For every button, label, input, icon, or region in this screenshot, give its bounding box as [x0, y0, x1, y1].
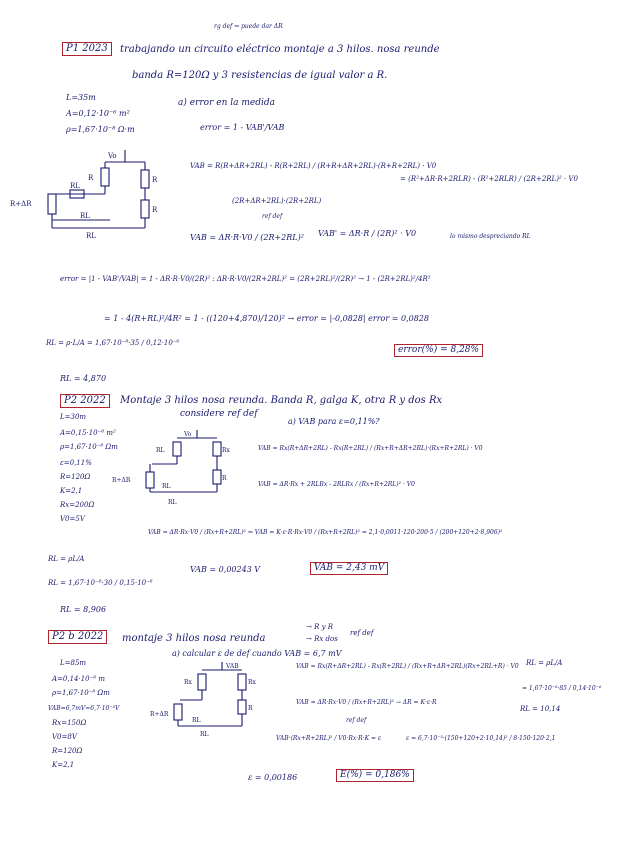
problem-1-statement-2: banda R=120Ω y 3 resistencias de igual valor a R.: [132, 70, 388, 81]
svg-text:Rx: Rx: [184, 679, 192, 686]
p1-part-a: a) error en la medida: [178, 98, 275, 108]
p3-vab-step-1: VAB = Rx(R+ΔR+2RL) - Rx(R+2RL) / (Rx+R+ΔR+2RL)(Rx+2RL+R) · V0: [296, 663, 519, 670]
p2-vab-step-2: VAB = ΔR·Rx + 2RLRx - 2RLRx / (Rx+R+2RL)² · V0: [258, 481, 415, 488]
p1-data-length: L=35m: [66, 93, 96, 102]
svg-text:RL: RL: [156, 447, 165, 454]
svg-text:VAB: VAB: [226, 663, 239, 670]
p3-data-length: L=85m: [60, 659, 87, 667]
p1-error-def: error = 1 - VAB'/VAB: [200, 123, 285, 132]
svg-text:RL: RL: [192, 717, 201, 724]
p2-bridge-circuit: [112, 428, 228, 508]
p3-eps-step-1: VAB·(Rx+R+2RL)² / V0·Rx·R·K = ε: [276, 735, 382, 742]
p3-eps-value: ε = 0,00186: [248, 773, 298, 782]
p3-data-rx: Rx=150Ω: [52, 719, 87, 727]
p1-vab-denominator: (2R+ΔR+2RL)·(2R+2RL): [232, 197, 322, 205]
svg-text:R: R: [222, 475, 227, 482]
problem-3-tag: P2 b 2022: [48, 630, 107, 644]
p2-answer-box: VAB = 2,43 mV: [310, 562, 388, 575]
p2-part-a: a) VAB para ε=0,11%?: [288, 417, 380, 426]
p3-data-r: R=120Ω: [52, 747, 83, 755]
p3-bridge-circuit: [150, 660, 262, 740]
problem-2-tag: P2 2022: [60, 394, 110, 408]
p1-error-calc-1: error = |1 - VAB'/VAB| = 1 - ΔR·R·V0/(2R)² : ΔR·R·V0/(2R+2RL)² = (2R+2RL)²/(2R)² → 1 - (2R+2RL)²/4R²: [60, 275, 431, 283]
svg-text:Vo: Vo: [108, 152, 117, 160]
p1-rl-calc: RL = ρ·L/A = 1,67·10⁻⁸·35 / 0,12·10⁻⁶: [46, 339, 180, 347]
p3-part-a: a) calcular ε de def cuando VAB = 6,7 mV: [172, 649, 342, 658]
problem-3-statement-1: montaje 3 hilos nosa reunda: [122, 633, 266, 644]
p1-bridge-circuit: [10, 148, 170, 243]
p1-data-resistivity: ρ=1,67·10⁻⁸ Ω·m: [66, 125, 135, 134]
p2-data-length: L=30m: [60, 413, 87, 421]
p2-vab-value: VAB = 0,00243 V: [190, 565, 261, 574]
p3-branch-1: → R y R: [306, 623, 334, 631]
p2-rl-calc: RL = 1,67·10⁻⁸·30 / 0,15·10⁻⁶: [48, 579, 153, 587]
problem-2-statement-2: considere ref def: [180, 409, 258, 419]
p3-ref-def: ref def: [346, 717, 367, 724]
p2-data-k: K=2,1: [60, 487, 83, 495]
svg-text:RL: RL: [86, 232, 96, 240]
p3-rl-formula: RL = ρL/A: [526, 659, 563, 667]
p1-error-calc-2: = 1 - 4(R+RL)²/4R² = 1 - ((120+4,870)/120)² → error = |-0,0828| error = 0,0828: [104, 314, 429, 323]
top-note: rg def ⇒ puede dar ΔR: [214, 23, 283, 30]
p1-vab-prime: VAB' = ΔR·R / (2R)² · V0: [318, 229, 417, 238]
p2-rl-formula: RL = ρL/A: [48, 555, 85, 563]
p2-data-resistivity: ρ=1,67·10⁻⁸ Ωm: [60, 443, 118, 451]
p3-data-k: K=2,1: [52, 761, 75, 769]
p3-answer-box: E(%) = 0,186%: [336, 769, 414, 782]
p3-data-v0: V0=8V: [52, 733, 77, 741]
p3-ref-note: ref def: [350, 629, 374, 637]
p2-vab-step-1: VAB = Rx(R+ΔR+2RL) - Rx(R+2RL) / (Rx+R+ΔR+2RL)·(Rx+R+2RL) · V0: [258, 445, 483, 452]
svg-text:R: R: [248, 705, 253, 712]
svg-text:R: R: [152, 206, 158, 214]
p1-rl-value: RL = 4,870: [60, 374, 107, 383]
svg-text:RL: RL: [162, 483, 171, 490]
p3-data-resistivity: ρ=1,67·10⁻⁸ Ωm: [52, 689, 110, 697]
p2-data-area: A=0,15·10⁻⁶ m²: [60, 429, 116, 437]
p2-data-strain: ε=0,11%: [60, 459, 92, 467]
p1-note-rl: lo mismo despreciando RL: [450, 233, 531, 240]
p2-data-r: R=120Ω: [60, 473, 91, 481]
problem-1-statement-1: trabajando un circuito eléctrico montaje a 3 hilos. nosa reunde: [120, 44, 440, 55]
svg-text:RL: RL: [168, 499, 177, 506]
p3-eps-step-2: ε = 6,7·10⁻³·(150+120+2·10,14)² / 8·150·120·2,1: [406, 735, 556, 742]
svg-text:R: R: [152, 176, 158, 184]
svg-text:RL: RL: [70, 182, 80, 190]
svg-text:Rx: Rx: [222, 447, 230, 454]
p3-branch-2: → Rx dos: [306, 635, 338, 643]
p3-rl-calc: = 1,67·10⁻⁸·85 / 0,14·10⁻⁶: [522, 685, 602, 692]
svg-text:Rx: Rx: [248, 679, 256, 686]
p3-data-area: A=0,14·10⁻⁶ m: [52, 675, 106, 683]
svg-text:R+ΔR: R+ΔR: [150, 711, 169, 718]
p1-vab-simplified: VAB = ΔR·R·V0 / (2R+2RL)²: [190, 233, 304, 242]
p3-data-vab: VAB=6,7mV≈6,7·10⁻³V: [48, 705, 120, 712]
p2-data-v0: V0=5V: [60, 515, 85, 523]
svg-text:Vo: Vo: [184, 431, 192, 438]
p1-vab-expression: VAB = R(R+ΔR+2RL) - R(R+2RL) / (R+R+ΔR+2RL)·(R+R+2RL) · V0: [190, 162, 437, 170]
svg-text:R+ΔR: R+ΔR: [10, 200, 32, 208]
p3-rl-value: RL = 10,14: [520, 705, 561, 713]
p1-answer-box: error(%) = 8,28%: [394, 344, 483, 357]
p2-rl-value: RL = 8,906: [60, 605, 107, 614]
svg-text:RL: RL: [200, 731, 209, 738]
svg-text:R+ΔR: R+ΔR: [112, 477, 131, 484]
problem-2-statement-1: Montaje 3 hilos nosa reunda. Banda R, galga K, otra R y dos Rx: [120, 395, 443, 406]
problem-1-tag: P1 2023: [62, 42, 112, 56]
p3-vab-step-2: VAB = ΔR·Rx·V0 / (Rx+R+2RL)² → ΔR = K·ε·R: [296, 699, 437, 706]
svg-text:RL: RL: [80, 212, 90, 220]
svg-text:R: R: [88, 174, 94, 182]
p1-data-area: A=0,12·10⁻⁶ m²: [66, 109, 130, 118]
p1-vab-rhs: = (R²+ΔR·R+2RLR) - (R²+2RLR) / (2R+2RL)² · V0: [400, 175, 578, 183]
p2-data-rx: Rx=200Ω: [60, 501, 95, 509]
p2-vab-step-3: VAB = ΔR·Rx·V0 / (Rx+R+2RL)² ⇒ VAB = K·ε·R·Rx·V0 / (Rx+R+2RL)² = 2,1·0,0011·120·200·5 / (200+120+2·8,906)²: [148, 529, 503, 536]
p1-ref-def: ref def: [262, 213, 283, 220]
